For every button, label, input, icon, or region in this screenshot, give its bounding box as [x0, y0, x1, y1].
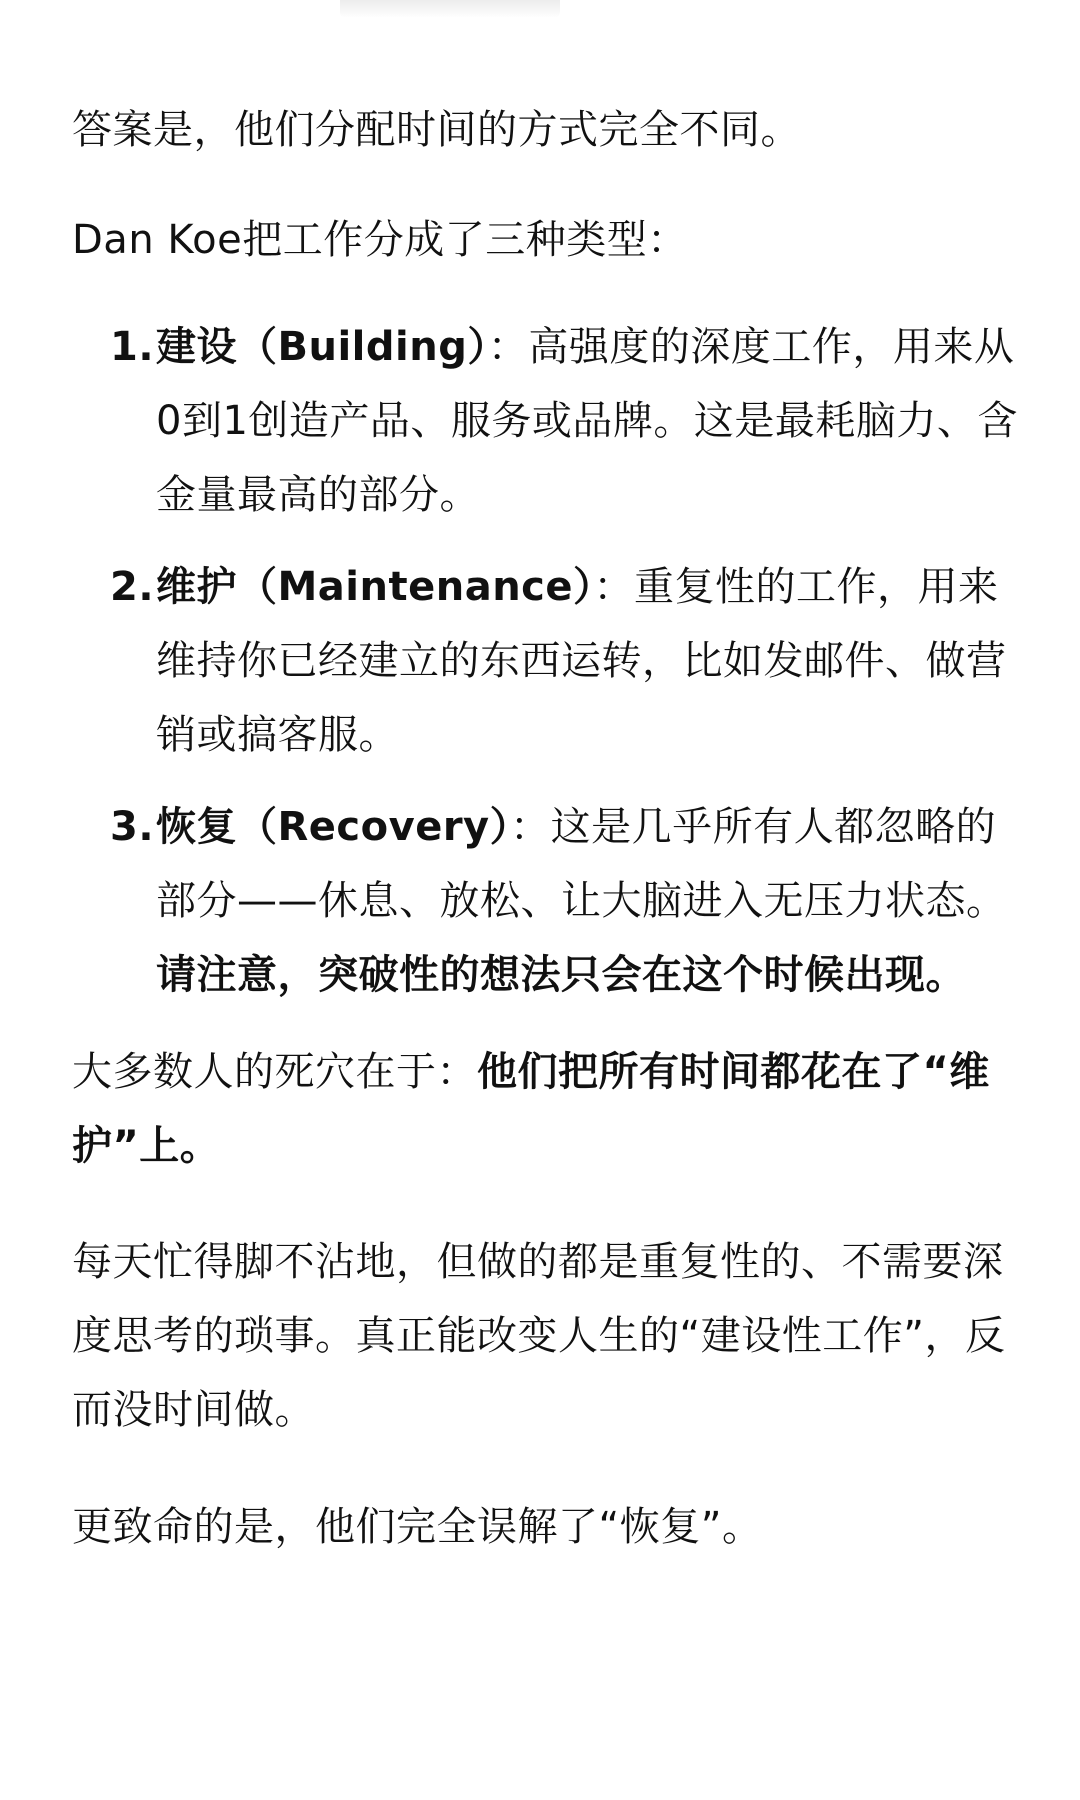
weakness-emphasis: 他们把所有时间都花在了“维护”上。	[72, 1049, 990, 1169]
list-number: 1.	[110, 324, 155, 370]
list-number: 2.	[110, 564, 155, 610]
busy-paragraph: 每天忙得脚不沾地，但做的都是重复性的、不需要深度思考的琐事。真正能改变人生的“建设性工作”，反而没时间做。	[72, 1239, 1006, 1433]
list-item-title: 维护（Maintenance）	[156, 564, 594, 610]
list-item-maintenance	[72, 550, 1020, 772]
list-item-title: 恢复（Recovery）	[156, 804, 511, 850]
list-number: 3.	[110, 804, 155, 850]
list-item-title: 建设（Building）	[156, 324, 488, 370]
list-item-text: ：高强度的深度工作，用来从0到1创造产品、服务或品牌。这是最耗脑力、含金量最高的部分。	[156, 324, 1018, 518]
weakness-lead: 大多数人的死穴在于：	[72, 1049, 477, 1095]
types-intro-paragraph: Dan Koe把工作分成了三种类型：	[72, 217, 688, 263]
answer-paragraph: 答案是，他们分配时间的方式完全不同。	[72, 107, 801, 153]
list-item-text: ：这是几乎所有人都忽略的部分——休息、放松、让大脑进入无压力状态。	[156, 804, 1007, 924]
weakness-paragraph	[72, 1035, 1020, 1183]
fatal-paragraph: 更致命的是，他们完全误解了“恢复”。	[72, 1504, 763, 1550]
list-item-emphasis: 请注意，突破性的想法只会在这个时候出现。	[156, 952, 966, 998]
top-cutoff-text	[340, 0, 560, 18]
work-types-list	[72, 310, 1020, 1030]
list-item-building	[72, 310, 1020, 532]
list-item-text: ：重复性的工作，用来维持你已经建立的东西运转，比如发邮件、做营销或搞客服。	[156, 564, 1007, 758]
list-item-recovery	[72, 790, 1020, 1012]
